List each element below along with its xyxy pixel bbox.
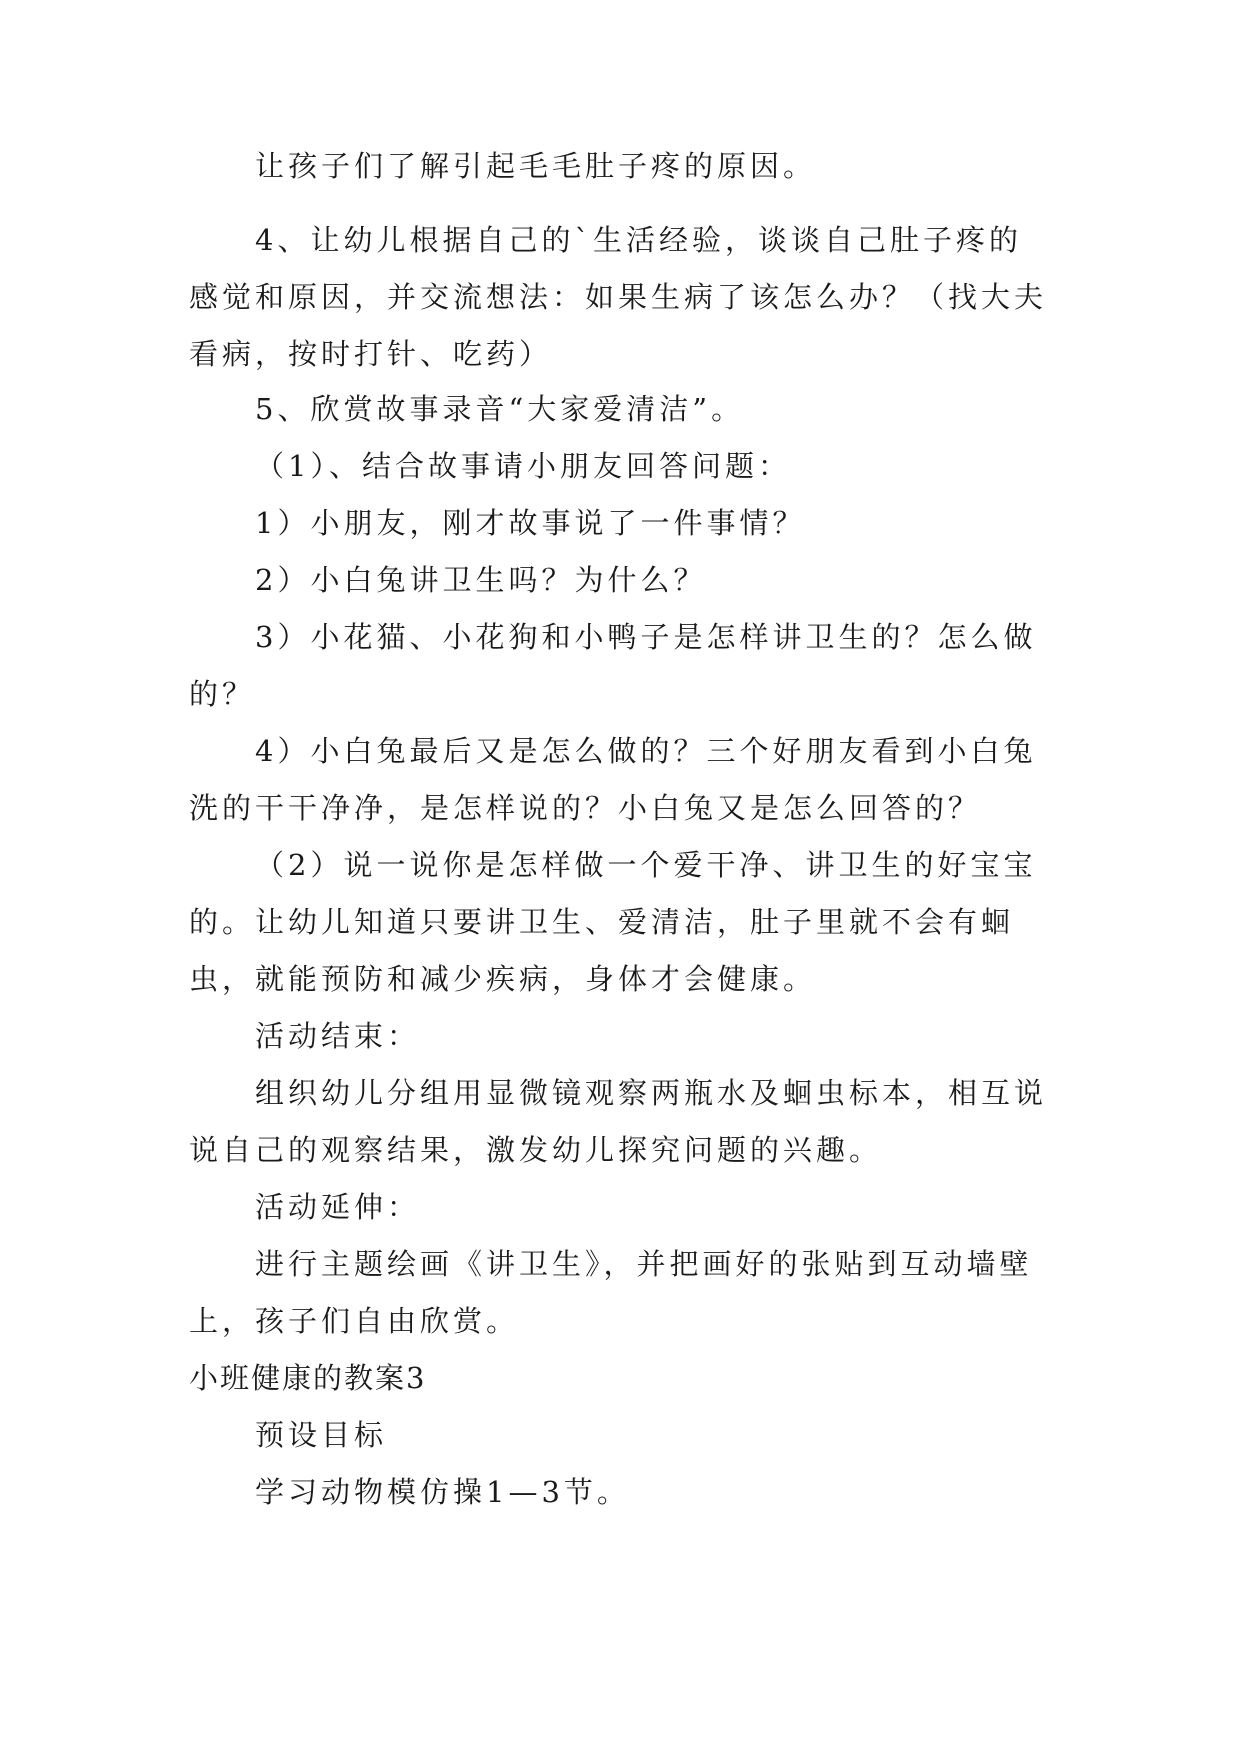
paragraph-question-2: 2）小白兔讲卫生吗？为什么？ [255, 563, 707, 597]
paragraph-step-5: 5、欣赏故事录音“大家爱清洁”。 [255, 392, 745, 426]
section-heading-extension: 活动延伸： [255, 1190, 421, 1224]
paragraph-question-heading: （1）、结合故事请小朋友回答问题： [255, 449, 791, 483]
paragraph-question-1: 1）小朋友，刚才故事说了一件事情？ [255, 506, 806, 540]
paragraph-question-3: 3）小花猫、小花狗和小鸭子是怎样讲卫生的？怎么做的？ [189, 620, 1037, 711]
section-heading-activity-end: 活动结束： [255, 1019, 421, 1053]
lesson-title: 小班健康的教案3 [189, 1361, 427, 1395]
section-heading-goals: 预设目标 [255, 1418, 388, 1452]
paragraph-discussion: （2）说一说你是怎样做一个爱干净、讲卫生的好宝宝的。让幼儿知道只要讲卫生、爱清洁，肚子里就不会有蛔虫，就能预防和减少疾病，身体才会健康。 [189, 848, 1037, 996]
paragraph-goal-1: 学习动物模仿操1—3节。 [255, 1475, 630, 1509]
paragraph-extension: 进行主题绘画《讲卫生》，并把画好的张贴到互动墙壁上，孩子们自由欣赏。 [189, 1247, 1033, 1338]
paragraph-step-4: 4、让幼儿根据自己的`生活经验，谈谈自己肚子疼的感觉和原因，并交流想法：如果生病了该怎么办？（找大夫看病，按时打针、吃药） [189, 223, 1048, 371]
paragraph-question-4: 4）小白兔最后又是怎么做的？三个好朋友看到小白兔洗的干干净净，是怎样说的？小白兔又是怎么回答的？ [189, 734, 1037, 825]
paragraph-intro: 让孩子们了解引起毛毛肚子疼的原因。 [255, 149, 817, 183]
paragraph-activity-end: 组织幼儿分组用显微镜观察两瓶水及蛔虫标本，相互说说自己的观察结果，激发幼儿探究问题的兴趣。 [189, 1076, 1048, 1167]
